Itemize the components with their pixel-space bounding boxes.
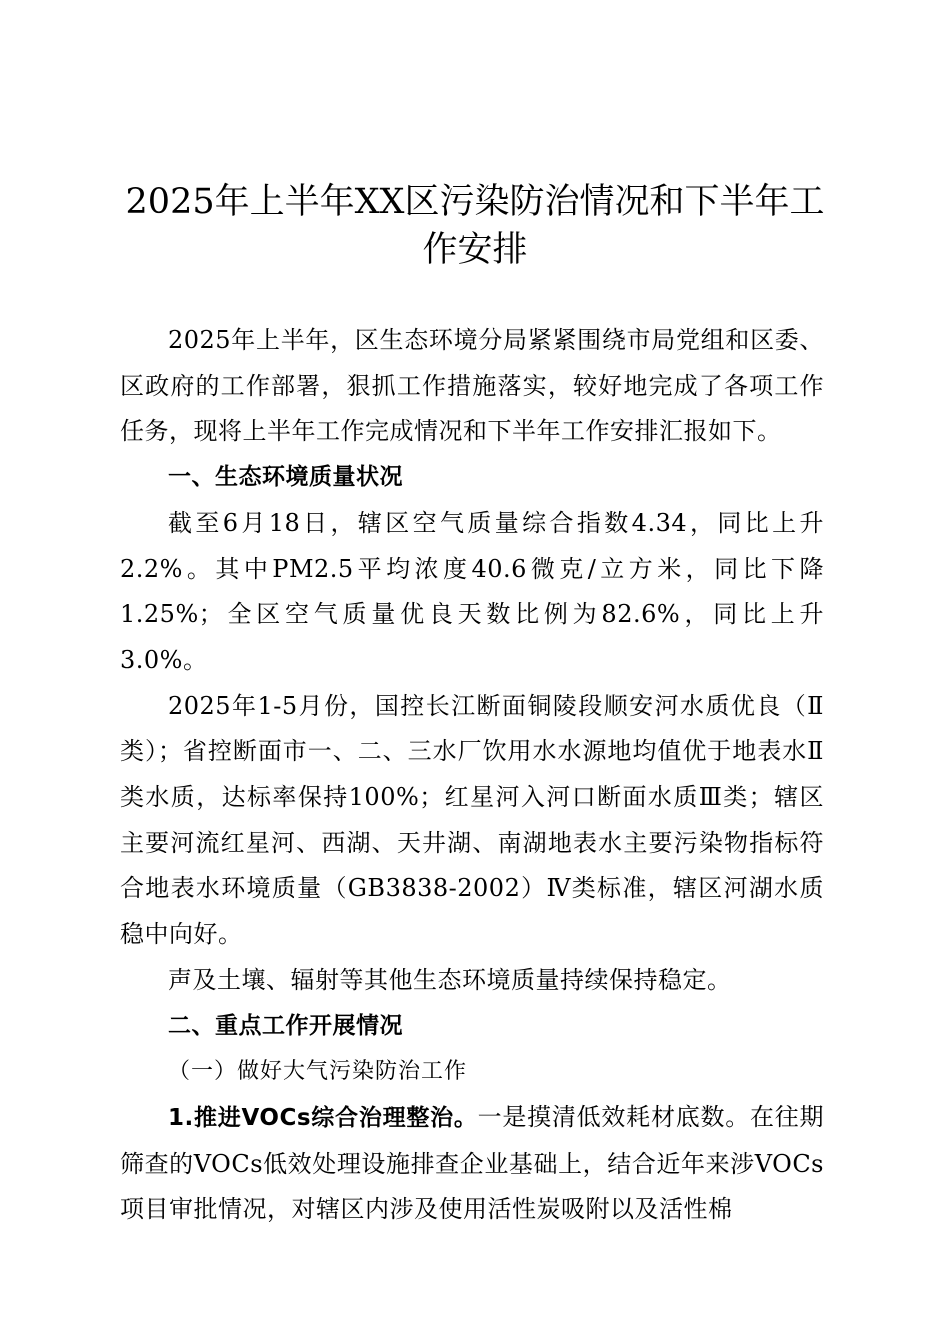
- other-quality-paragraph: 声及土壤、辐射等其他生态环境质量持续保持稳定。: [168, 965, 732, 994]
- section-heading-environment-quality: 一、生态环境质量状况: [168, 464, 403, 491]
- vocs-lead: 1.推进VOCs综合治理整治。: [168, 1104, 478, 1131]
- section-heading-key-work: 二、重点工作开展情况: [168, 1012, 403, 1039]
- water-quality-paragraph: 2025年1-5月份，国控长江断面铜陵段顺安河水质优良（Ⅱ类）；省控断面市一、二、三水厂饮用水水源地均值优于地表水Ⅱ类水质，达标率保持100%；红星河入河口断面水质Ⅲ类；辖区主要河流红星河、西湖、天井湖、南湖地表水主要污染物指标符合地表水环境质量（GB3838-2002）Ⅳ类标准，辖区河湖水质稳中向好。: [120, 691, 824, 949]
- vocs-paragraph: [120, 1095, 824, 1233]
- document-body: [120, 318, 824, 1233]
- intro-paragraph: 2025年上半年，区生态环境分局紧紧围绕市局党组和区委、区政府的工作部署，狠抓工作措施落实，较好地完成了各项工作任务，现将上半年工作完成情况和下半年工作安排汇报如下。: [120, 326, 824, 446]
- air-quality-paragraph: 截至6月18日，辖区空气质量综合指数4.34，同比上升2.2%。其中PM2.5平均浓度40.6微克/立方米，同比下降1.25%；全区空气质量优良天数比例为82.6%，同比上升3.0%。: [120, 508, 824, 674]
- document-title: 2025年上半年XX区污染防治情况和下半年工作安排: [125, 182, 825, 270]
- subsection-heading-air-pollution: （一）做好大气污染防治工作: [168, 1059, 468, 1085]
- vocs-text: 一是摸清低效耗材底数。在往期筛查的VOCs低效处理设施排查企业基础上，结合近年来涉VOCs项目审批情况，对辖区内涉及使用活性炭吸附以及活性棉: [120, 1102, 825, 1224]
